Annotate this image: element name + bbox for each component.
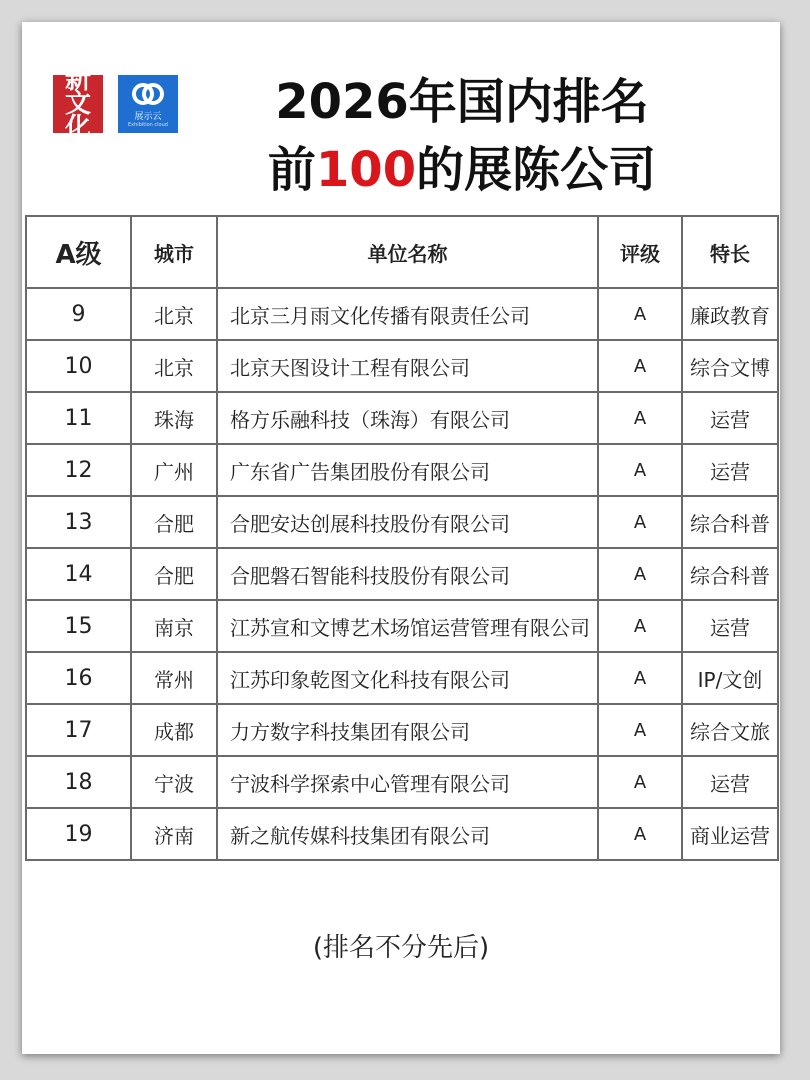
header-rating: 评级 [598,216,682,288]
zhanshiyun-logo-name: 展示云 [134,111,162,122]
rank-cell: 12 [26,444,131,496]
table-row [26,600,778,652]
company-cell: 北京三月雨文化传播有限责任公司 [217,288,598,340]
rating-cell: A [598,548,682,600]
company-cell: 新之航传媒科技集团有限公司 [217,808,598,860]
title-prefix: 前 [267,142,316,198]
company-cell: 江苏宣和文博艺术场馆运营管理有限公司 [217,600,598,652]
zhanshiyun-logo [118,75,178,133]
table-row [26,652,778,704]
specialty-cell: 运营 [682,444,778,496]
table-row [26,756,778,808]
rings-icon [130,81,166,107]
city-cell: 成都 [131,704,217,756]
table-header-row [26,216,778,288]
company-cell: 江苏印象乾图文化科技有限公司 [217,652,598,704]
rank-cell: 18 [26,756,131,808]
zhanshiyun-logo-en: Exhibition cloud [128,121,168,128]
header-city: 城市 [131,216,217,288]
rating-cell: A [598,496,682,548]
header-company: 单位名称 [217,216,598,288]
rating-cell: A [598,652,682,704]
city-cell: 合肥 [131,496,217,548]
specialty-cell: 综合文博 [682,340,778,392]
company-cell: 广东省广告集团股份有限公司 [217,444,598,496]
specialty-cell: 运营 [682,600,778,652]
page-title-line1: 2026年国内排名 [275,74,649,130]
specialty-cell: IP/文创 [682,652,778,704]
company-cell: 合肥磐石智能科技股份有限公司 [217,548,598,600]
title-suffix: 的展陈公司 [416,142,657,198]
rank-cell: 11 [26,392,131,444]
city-cell: 济南 [131,808,217,860]
city-cell: 合肥 [131,548,217,600]
table-row [26,808,778,860]
rank-cell: 9 [26,288,131,340]
rank-cell: 14 [26,548,131,600]
specialty-cell: 综合文旅 [682,704,778,756]
city-cell: 宁波 [131,756,217,808]
table-row [26,444,778,496]
rating-cell: A [598,340,682,392]
company-cell: 格方乐融科技（珠海）有限公司 [217,392,598,444]
header-grade: A级 [26,216,131,288]
city-cell: 南京 [131,600,217,652]
company-cell: 合肥安达创展科技股份有限公司 [217,496,598,548]
city-cell: 北京 [131,288,217,340]
header-specialty: 特长 [682,216,778,288]
specialty-cell: 商业运营 [682,808,778,860]
table-row [26,392,778,444]
company-cell: 宁波科学探索中心管理有限公司 [217,756,598,808]
specialty-cell: 廉政教育 [682,288,778,340]
rank-cell: 17 [26,704,131,756]
city-cell: 珠海 [131,392,217,444]
table-row [26,704,778,756]
rank-cell: 10 [26,340,131,392]
title-highlight: 100 [315,142,417,198]
rank-cell: 15 [26,600,131,652]
rating-cell: A [598,600,682,652]
specialty-cell: 综合科普 [682,548,778,600]
city-cell: 北京 [131,340,217,392]
rank-cell: 16 [26,652,131,704]
page-title-line2 [212,142,712,198]
xin-wenhua-logo-text: 新文化 [64,65,91,143]
city-cell: 广州 [131,444,217,496]
rank-cell: 13 [26,496,131,548]
specialty-cell: 运营 [682,756,778,808]
rating-cell: A [598,808,682,860]
table-row [26,496,778,548]
rating-cell: A [598,756,682,808]
city-cell: 常州 [131,652,217,704]
ranking-table [25,215,779,861]
rating-cell: A [598,444,682,496]
company-cell: 北京天图设计工程有限公司 [217,340,598,392]
table-row [26,340,778,392]
rating-cell: A [598,704,682,756]
rating-cell: A [598,392,682,444]
company-cell: 力方数字科技集团有限公司 [217,704,598,756]
xin-wenhua-logo [53,65,103,143]
document-card [22,22,780,1054]
table-row [26,548,778,600]
table-row [26,288,778,340]
footer-note: (排名不分先后) [312,933,490,963]
specialty-cell: 综合科普 [682,496,778,548]
rank-cell: 19 [26,808,131,860]
specialty-cell: 运营 [682,392,778,444]
rating-cell: A [598,288,682,340]
